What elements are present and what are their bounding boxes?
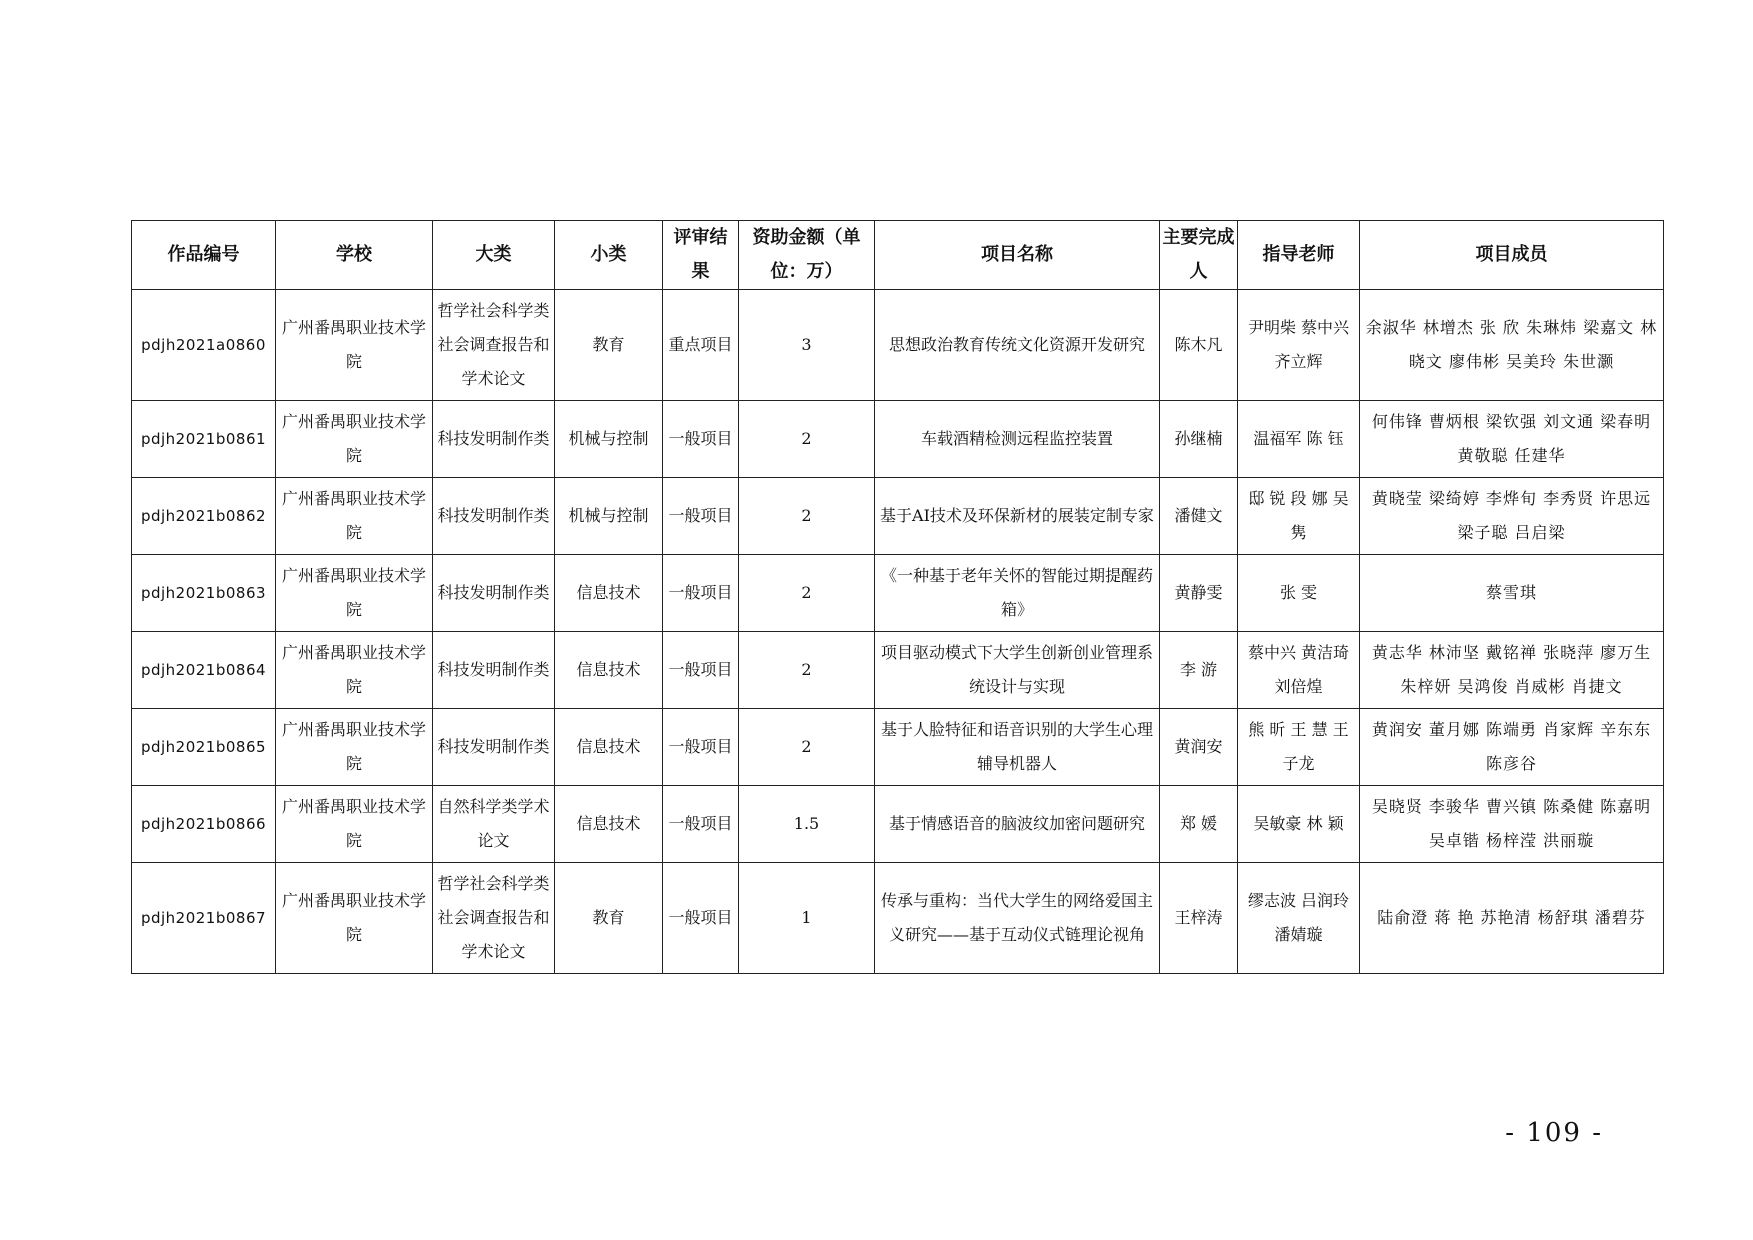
page-number: - 109 -: [1505, 1118, 1603, 1148]
cell-review-result: 重点项目: [663, 290, 739, 401]
cell-members: 黄晓莹 梁绮婷 李烨旬 李秀贤 许思远 梁子聪 吕启梁: [1360, 478, 1664, 555]
cell-review-result: 一般项目: [663, 786, 739, 863]
header-lead: 主要完成人: [1160, 221, 1238, 290]
cell-lead: 黄静雯: [1160, 555, 1238, 632]
cell-funding: 3: [739, 290, 875, 401]
cell-code: pdjh2021b0866: [132, 786, 276, 863]
table-row: [132, 709, 1664, 786]
header-members: 项目成员: [1360, 221, 1664, 290]
cell-advisors: 蔡中兴 黄洁琦 刘倍煌: [1238, 632, 1360, 709]
cell-advisors: 尹明柴 蔡中兴 齐立辉: [1238, 290, 1360, 401]
cell-funding: 2: [739, 709, 875, 786]
cell-category: 哲学社会科学类社会调查报告和学术论文: [433, 863, 555, 974]
cell-category: 自然科学类学术论文: [433, 786, 555, 863]
cell-code: pdjh2021b0865: [132, 709, 276, 786]
cell-review-result: 一般项目: [663, 401, 739, 478]
cell-funding: 2: [739, 555, 875, 632]
cell-subcategory: 机械与控制: [555, 478, 663, 555]
cell-subcategory: 信息技术: [555, 786, 663, 863]
cell-lead: 孙继楠: [1160, 401, 1238, 478]
cell-advisors: 邸 锐 段 娜 吴 隽: [1238, 478, 1360, 555]
cell-lead: 郑 媛: [1160, 786, 1238, 863]
cell-code: pdjh2021b0863: [132, 555, 276, 632]
cell-project-name: 基于AI技术及环保新材的展装定制专家: [875, 478, 1160, 555]
table-header-row: [132, 221, 1664, 290]
cell-subcategory: 信息技术: [555, 709, 663, 786]
cell-advisors: 温福军 陈 钰: [1238, 401, 1360, 478]
header-code: 作品编号: [132, 221, 276, 290]
header-subcategory: 小类: [555, 221, 663, 290]
table-row: [132, 401, 1664, 478]
cell-lead: 李 游: [1160, 632, 1238, 709]
header-school: 学校: [276, 221, 433, 290]
cell-school: 广州番禺职业技术学院: [276, 555, 433, 632]
cell-code: pdjh2021b0861: [132, 401, 276, 478]
cell-project-name: 传承与重构：当代大学生的网络爱国主义研究——基于互动仪式链理论视角: [875, 863, 1160, 974]
cell-advisors: 熊 昕 王 慧 王子龙: [1238, 709, 1360, 786]
header-advisors: 指导老师: [1238, 221, 1360, 290]
cell-category: 科技发明制作类: [433, 478, 555, 555]
cell-subcategory: 信息技术: [555, 555, 663, 632]
cell-school: 广州番禺职业技术学院: [276, 401, 433, 478]
cell-project-name: 项目驱动模式下大学生创新创业管理系统设计与实现: [875, 632, 1160, 709]
cell-funding: 2: [739, 478, 875, 555]
cell-category: 科技发明制作类: [433, 632, 555, 709]
cell-lead: 黄润安: [1160, 709, 1238, 786]
cell-category: 科技发明制作类: [433, 401, 555, 478]
cell-lead: 潘健文: [1160, 478, 1238, 555]
header-project-name: 项目名称: [875, 221, 1160, 290]
table-row: [132, 786, 1664, 863]
cell-review-result: 一般项目: [663, 709, 739, 786]
cell-project-name: 车载酒精检测远程监控装置: [875, 401, 1160, 478]
cell-funding: 1: [739, 863, 875, 974]
cell-school: 广州番禺职业技术学院: [276, 478, 433, 555]
cell-funding: 1.5: [739, 786, 875, 863]
cell-project-name: 基于人脸特征和语音识别的大学生心理辅导机器人: [875, 709, 1160, 786]
table-row: [132, 863, 1664, 974]
cell-project-name: 基于情感语音的脑波纹加密问题研究: [875, 786, 1160, 863]
cell-members: 黄润安 董月娜 陈端勇 肖家辉 辛东东 陈彦谷: [1360, 709, 1664, 786]
cell-members: 黄志华 林沛坚 戴铭禅 张晓萍 廖万生 朱梓妍 吴鸿俊 肖威彬 肖捷文: [1360, 632, 1664, 709]
cell-category: 科技发明制作类: [433, 709, 555, 786]
cell-code: pdjh2021a0860: [132, 290, 276, 401]
cell-members: 陆俞澄 蒋 艳 苏艳清 杨舒琪 潘碧芬: [1360, 863, 1664, 974]
project-funding-table: [131, 220, 1664, 974]
cell-funding: 2: [739, 401, 875, 478]
cell-review-result: 一般项目: [663, 478, 739, 555]
header-category: 大类: [433, 221, 555, 290]
cell-project-name: 《一种基于老年关怀的智能过期提醒药箱》: [875, 555, 1160, 632]
cell-advisors: 张 雯: [1238, 555, 1360, 632]
cell-school: 广州番禺职业技术学院: [276, 863, 433, 974]
cell-category: 哲学社会科学类社会调查报告和学术论文: [433, 290, 555, 401]
cell-advisors: 吴敏豪 林 颖: [1238, 786, 1360, 863]
cell-school: 广州番禺职业技术学院: [276, 632, 433, 709]
cell-subcategory: 教育: [555, 290, 663, 401]
cell-subcategory: 信息技术: [555, 632, 663, 709]
table-row: [132, 555, 1664, 632]
cell-lead: 陈木凡: [1160, 290, 1238, 401]
cell-code: pdjh2021b0862: [132, 478, 276, 555]
cell-funding: 2: [739, 632, 875, 709]
cell-review-result: 一般项目: [663, 555, 739, 632]
cell-members: 何伟锋 曹炳根 梁钦强 刘文通 梁春明 黄敬聪 任建华: [1360, 401, 1664, 478]
cell-review-result: 一般项目: [663, 632, 739, 709]
table-row: [132, 290, 1664, 401]
cell-school: 广州番禺职业技术学院: [276, 709, 433, 786]
header-review-result: 评审结果: [663, 221, 739, 290]
cell-school: 广州番禺职业技术学院: [276, 786, 433, 863]
header-funding: 资助金额（单位：万）: [739, 221, 875, 290]
cell-subcategory: 教育: [555, 863, 663, 974]
table-row: [132, 478, 1664, 555]
cell-code: pdjh2021b0864: [132, 632, 276, 709]
cell-advisors: 缪志波 吕润玲 潘婧璇: [1238, 863, 1360, 974]
cell-project-name: 思想政治教育传统文化资源开发研究: [875, 290, 1160, 401]
cell-review-result: 一般项目: [663, 863, 739, 974]
cell-school: 广州番禺职业技术学院: [276, 290, 433, 401]
cell-code: pdjh2021b0867: [132, 863, 276, 974]
table-row: [132, 632, 1664, 709]
cell-lead: 王梓涛: [1160, 863, 1238, 974]
cell-members: 吴晓贤 李骏华 曹兴镇 陈桑健 陈嘉明 吴卓锴 杨梓滢 洪丽璇: [1360, 786, 1664, 863]
cell-category: 科技发明制作类: [433, 555, 555, 632]
cell-members: 蔡雪琪: [1360, 555, 1664, 632]
cell-members: 余淑华 林增杰 张 欣 朱琳炜 梁嘉文 林晓文 廖伟彬 吴美玲 朱世灏: [1360, 290, 1664, 401]
cell-subcategory: 机械与控制: [555, 401, 663, 478]
